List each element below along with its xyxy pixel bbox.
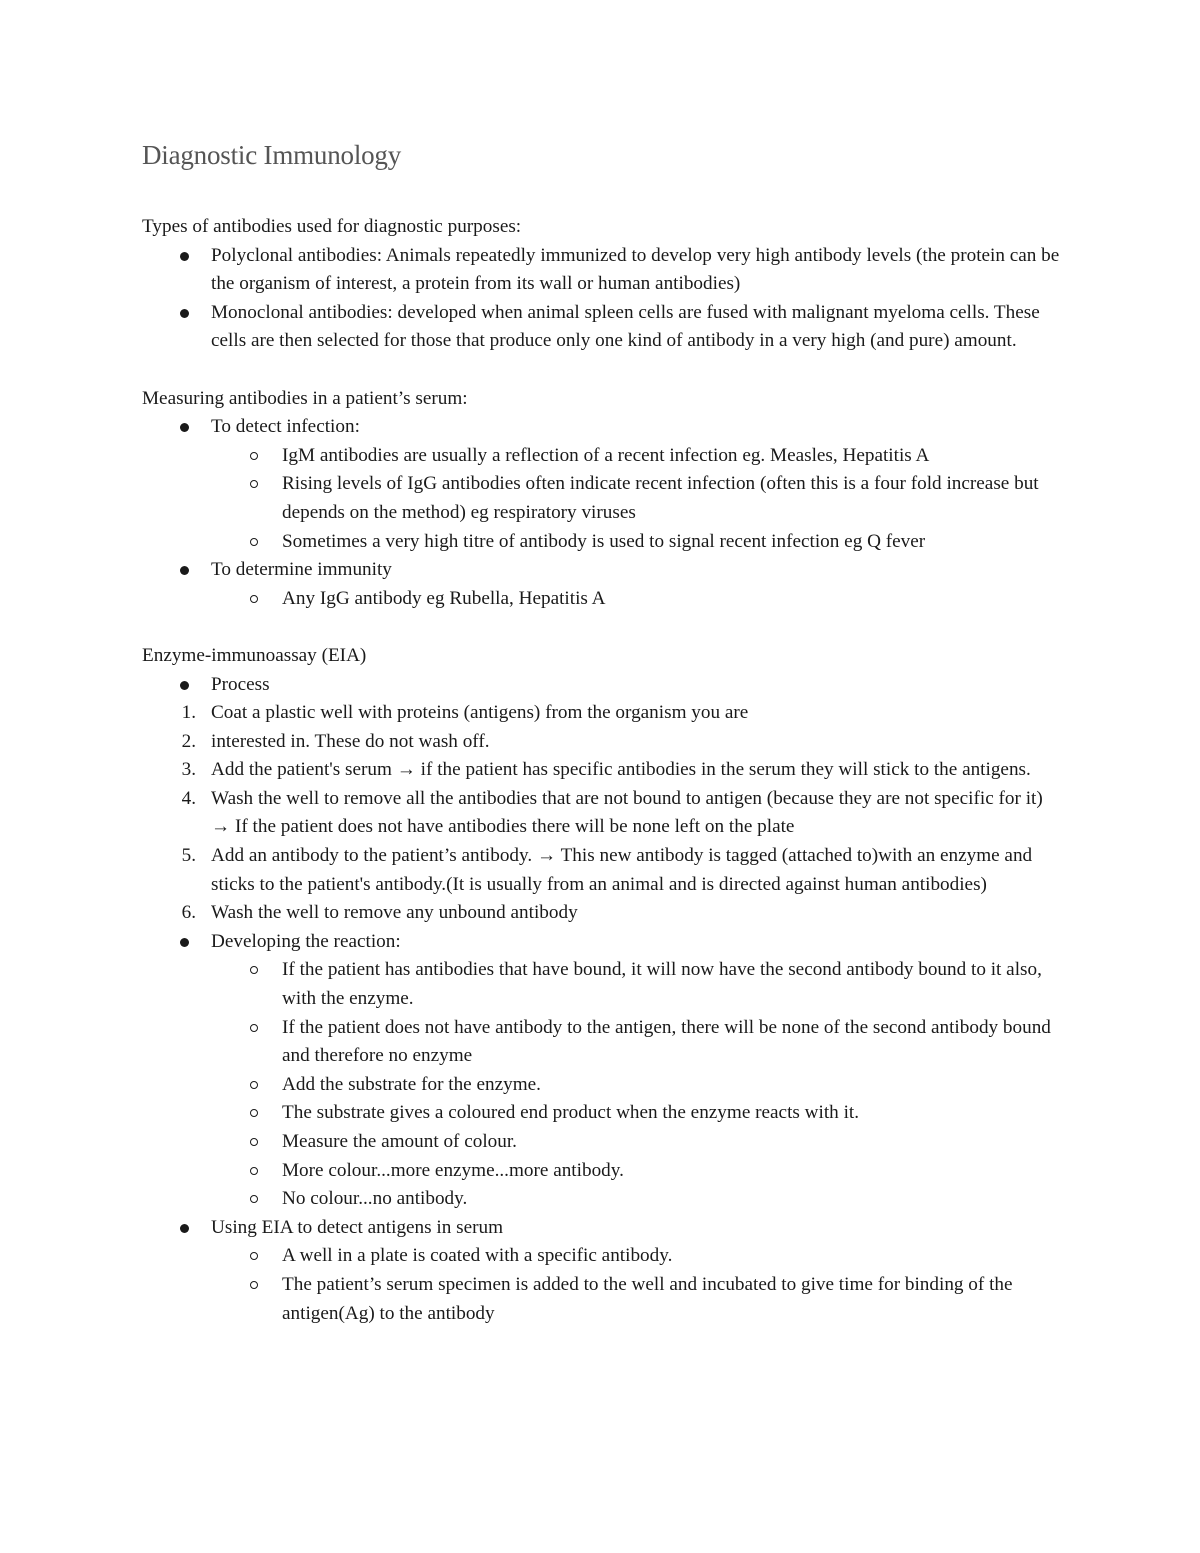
document-body bbox=[142, 213, 1062, 1328]
antibody-types-list bbox=[142, 242, 1062, 356]
list-item: To determine immunity bbox=[142, 556, 1062, 585]
sub-list-item: Rising levels of IgG antibodies often indicate recent infection (often this is a four fold increase but depends on the method) eg respiratory viruses bbox=[142, 470, 1062, 527]
numbered-step: 2. interested in. These do not wash off. bbox=[181, 730, 490, 752]
sub-list-item: The patient’s serum specimen is added to the well and incubated to give time for binding of the antigen(Ag) to the antibody bbox=[142, 1271, 1062, 1328]
circle-bullet-icon bbox=[250, 480, 258, 488]
numbered-step: 6. Wash the well to remove any unbound antibody bbox=[181, 902, 578, 924]
sub-list-item: The substrate gives a coloured end product when the enzyme reacts with it. bbox=[142, 1099, 1062, 1128]
circle-bullet-icon bbox=[250, 1167, 258, 1175]
sub-list-item: Measure the amount of colour. bbox=[142, 1128, 1062, 1157]
sub-list-item: Sometimes a very high titre of antibody is used to signal recent infection eg Q fever bbox=[142, 528, 1062, 557]
bullet-icon bbox=[180, 423, 189, 432]
bullet-icon bbox=[180, 252, 189, 261]
numbered-step: 4. Wash the well to remove all the antibodies that are not bound to antigen (because they are not specific for it) → If the patient does not have antibodies there will be none left on the plate bbox=[181, 787, 1043, 838]
list-item: Monoclonal antibodies: developed when animal spleen cells are fused with malignant myeloma cells. These cells are then selected for those that produce only one kind of antibody in a very high (and pure) amount. bbox=[142, 299, 1062, 356]
circle-bullet-icon bbox=[250, 1281, 258, 1289]
measuring-list bbox=[142, 413, 1062, 613]
bullet-icon bbox=[180, 566, 189, 575]
list-item: Using EIA to detect antigens in serum bbox=[142, 1214, 1062, 1243]
numbered-step: 1. Coat a plastic well with proteins (antigens) from the organism you are bbox=[181, 702, 749, 724]
circle-bullet-icon bbox=[250, 1109, 258, 1117]
sub-list-item: Add the substrate for the enzyme. bbox=[142, 1071, 1062, 1100]
section-heading-antibody-types: Types of antibodies used for diagnostic purposes: bbox=[142, 216, 522, 237]
circle-bullet-icon bbox=[250, 1081, 258, 1089]
circle-bullet-icon bbox=[250, 966, 258, 974]
sub-list-item: If the patient has antibodies that have bound, it will now have the second antibody bound to it also, with the enzyme. bbox=[142, 956, 1062, 1013]
circle-bullet-icon bbox=[250, 595, 258, 603]
sub-list-item: IgM antibodies are usually a reflection of a recent infection eg. Measles, Hepatitis A bbox=[142, 442, 1062, 471]
circle-bullet-icon bbox=[250, 538, 258, 546]
bullet-icon bbox=[180, 681, 189, 690]
list-item: To detect infection: bbox=[142, 413, 1062, 442]
bullet-icon bbox=[180, 309, 189, 318]
circle-bullet-icon bbox=[250, 1252, 258, 1260]
section-heading-measuring: Measuring antibodies in a patient’s serum: bbox=[142, 387, 468, 409]
numbered-step: 3. Add the patient's serum → if the patient has specific antibodies in the serum they will stick to the antigens. bbox=[181, 759, 1031, 781]
list-item: Process bbox=[142, 671, 1062, 700]
sub-list-item: If the patient does not have antibody to the antigen, there will be none of the second antibody bound and therefore no enzyme bbox=[142, 1014, 1062, 1071]
sub-list-item: More colour...more enzyme...more antibody. bbox=[142, 1157, 1062, 1186]
sub-list-item: A well in a plate is coated with a specific antibody. bbox=[142, 1242, 1062, 1271]
bullet-icon bbox=[180, 938, 189, 947]
sub-list-item: Any IgG antibody eg Rubella, Hepatitis A bbox=[142, 585, 1062, 614]
sub-list-item: No colour...no antibody. bbox=[142, 1185, 1062, 1214]
numbered-step: 5. Add an antibody to the patient’s antibody. → This new antibody is tagged (attached to)with an enzyme and sticks to the patient's antibody.(It is usually from an animal and is directed against human antibodies) bbox=[181, 845, 1033, 895]
list-item: Developing the reaction: bbox=[142, 928, 1062, 957]
circle-bullet-icon bbox=[250, 452, 258, 460]
list-item: Polyclonal antibodies: Animals repeatedly immunized to develop very high antibody levels (the protein can be the organism of interest, a protein from its wall or human antibodies) bbox=[142, 242, 1062, 299]
document-title: Diagnostic Immunology bbox=[142, 140, 402, 170]
circle-bullet-icon bbox=[250, 1195, 258, 1203]
eia-list bbox=[142, 671, 1062, 1329]
bullet-icon bbox=[180, 1224, 189, 1233]
section-heading-eia: Enzyme-immunoassay (EIA) bbox=[142, 644, 367, 666]
circle-bullet-icon bbox=[250, 1024, 258, 1032]
circle-bullet-icon bbox=[250, 1138, 258, 1146]
